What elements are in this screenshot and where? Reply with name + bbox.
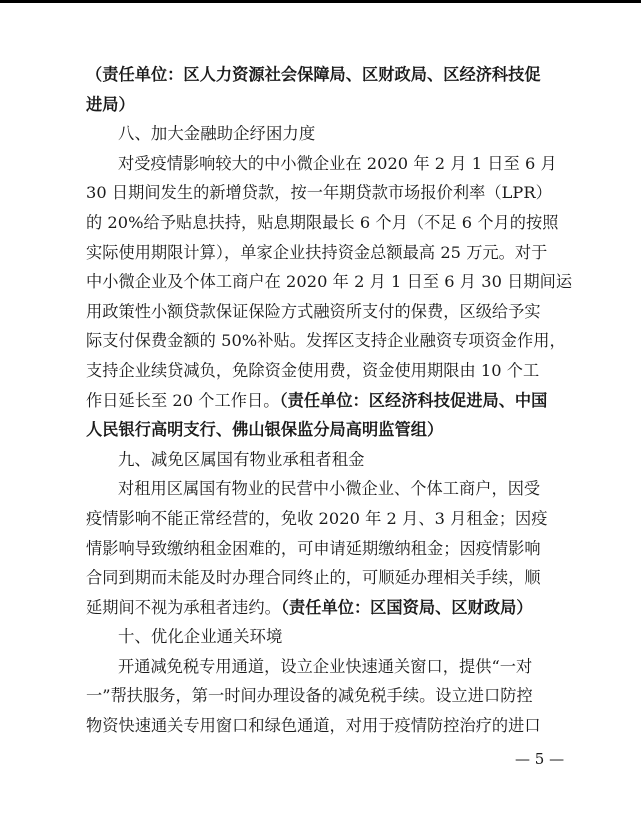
text-line (86, 149, 586, 179)
responsible-unit-text: 进局） (86, 94, 135, 114)
section-heading (86, 622, 586, 652)
text-line (86, 593, 586, 623)
body-text: 疫情影响不能正常经营的，免收 2020 年 2 月、3 月租金；因疫 (86, 508, 548, 528)
body-text: 九、减免区属国有物业承租者租金 (118, 449, 365, 469)
body-text: 对租用区属国有物业的民营中小微企业、个体工商户，因受 (118, 479, 541, 499)
text-line (86, 178, 586, 208)
body-text: 十、优化企业通关环境 (118, 627, 283, 647)
body-text: 物资快速通关专用窗口和绿色通道，对用于疫情防控治疗的进口 (86, 716, 541, 736)
body-text: 际支付保费金额的 50%补贴。发挥区支持企业融资专项资金作用， (86, 331, 566, 351)
body-text: 对受疫情影响较大的中小微企业在 2020 年 2 月 1 日至 6 月 (118, 153, 557, 173)
body-text: 作日延长至 20 个工作日。 (86, 390, 280, 410)
body-text: 支持企业续贷减负，免除资金使用费，资金使用期限由 10 个工 (86, 360, 540, 380)
body-text: 实际使用期限计算），单家企业扶持资金总额最高 25 万元。对于 (86, 242, 548, 262)
text-line (86, 208, 586, 238)
body-text: 的 20%给予贴息扶持，贴息期限最长 6 个月（不足 6 个月的按照 (86, 212, 559, 232)
document-body (86, 60, 586, 741)
body-text: 八、加大金融助企纾困力度 (118, 124, 316, 144)
body-text: 延期间不视为承租者违约。 (86, 597, 281, 617)
responsible-unit-text: （责任单位：区国资局、区财政局） (280, 597, 533, 617)
text-line (86, 474, 586, 504)
text-line (86, 534, 586, 564)
section-heading (86, 119, 586, 149)
body-text: 30 日期间发生的新增贷款，按一年期贷款市场报价利率（LPR） (86, 183, 552, 203)
body-text: 开通减免税专用通道，设立企业快速通关窗口，提供“一对 (118, 656, 533, 676)
body-text: 中小微企业及个体工商户在 2020 年 2 月 1 日至 6 月 30 日期间运 (86, 272, 573, 292)
body-text: 用政策性小额贷款保证保险方式融资所支付的保费，区级给予实 (86, 301, 541, 321)
responsible-unit-text: （责任单位：区人力资源社会保障局、区财政局、区经济科技促 (86, 65, 541, 84)
text-line (86, 504, 586, 534)
page-number: — 5 — (515, 750, 565, 768)
top-border (0, 0, 641, 3)
text-line (86, 681, 586, 711)
text-line (86, 90, 586, 120)
responsible-unit-text: （责任单位：区经济科技促进局、中国 (279, 390, 548, 410)
body-text: 情影响导致缴纳租金困难的，可申请延期缴纳租金；因疫情影响 (86, 538, 541, 558)
text-line (86, 326, 586, 356)
section-heading (86, 445, 586, 475)
text-line (86, 415, 586, 445)
text-line (86, 356, 586, 386)
text-line (86, 267, 586, 297)
text-line (86, 60, 586, 90)
body-text: 合同到期而未能及时办理合同终止的，可顺延办理相关手续，顺 (86, 568, 541, 588)
body-text: 一”帮扶服务，第一时间办理设备的减免税手续。设立进口防控 (86, 686, 533, 706)
text-line (86, 711, 586, 741)
text-line (86, 238, 586, 268)
text-line (86, 652, 586, 682)
text-line (86, 297, 586, 327)
text-line (86, 563, 586, 593)
responsible-unit-text: 人民银行高明支行、佛山银保监分局高明监管组） (86, 420, 444, 440)
text-line (86, 386, 586, 416)
